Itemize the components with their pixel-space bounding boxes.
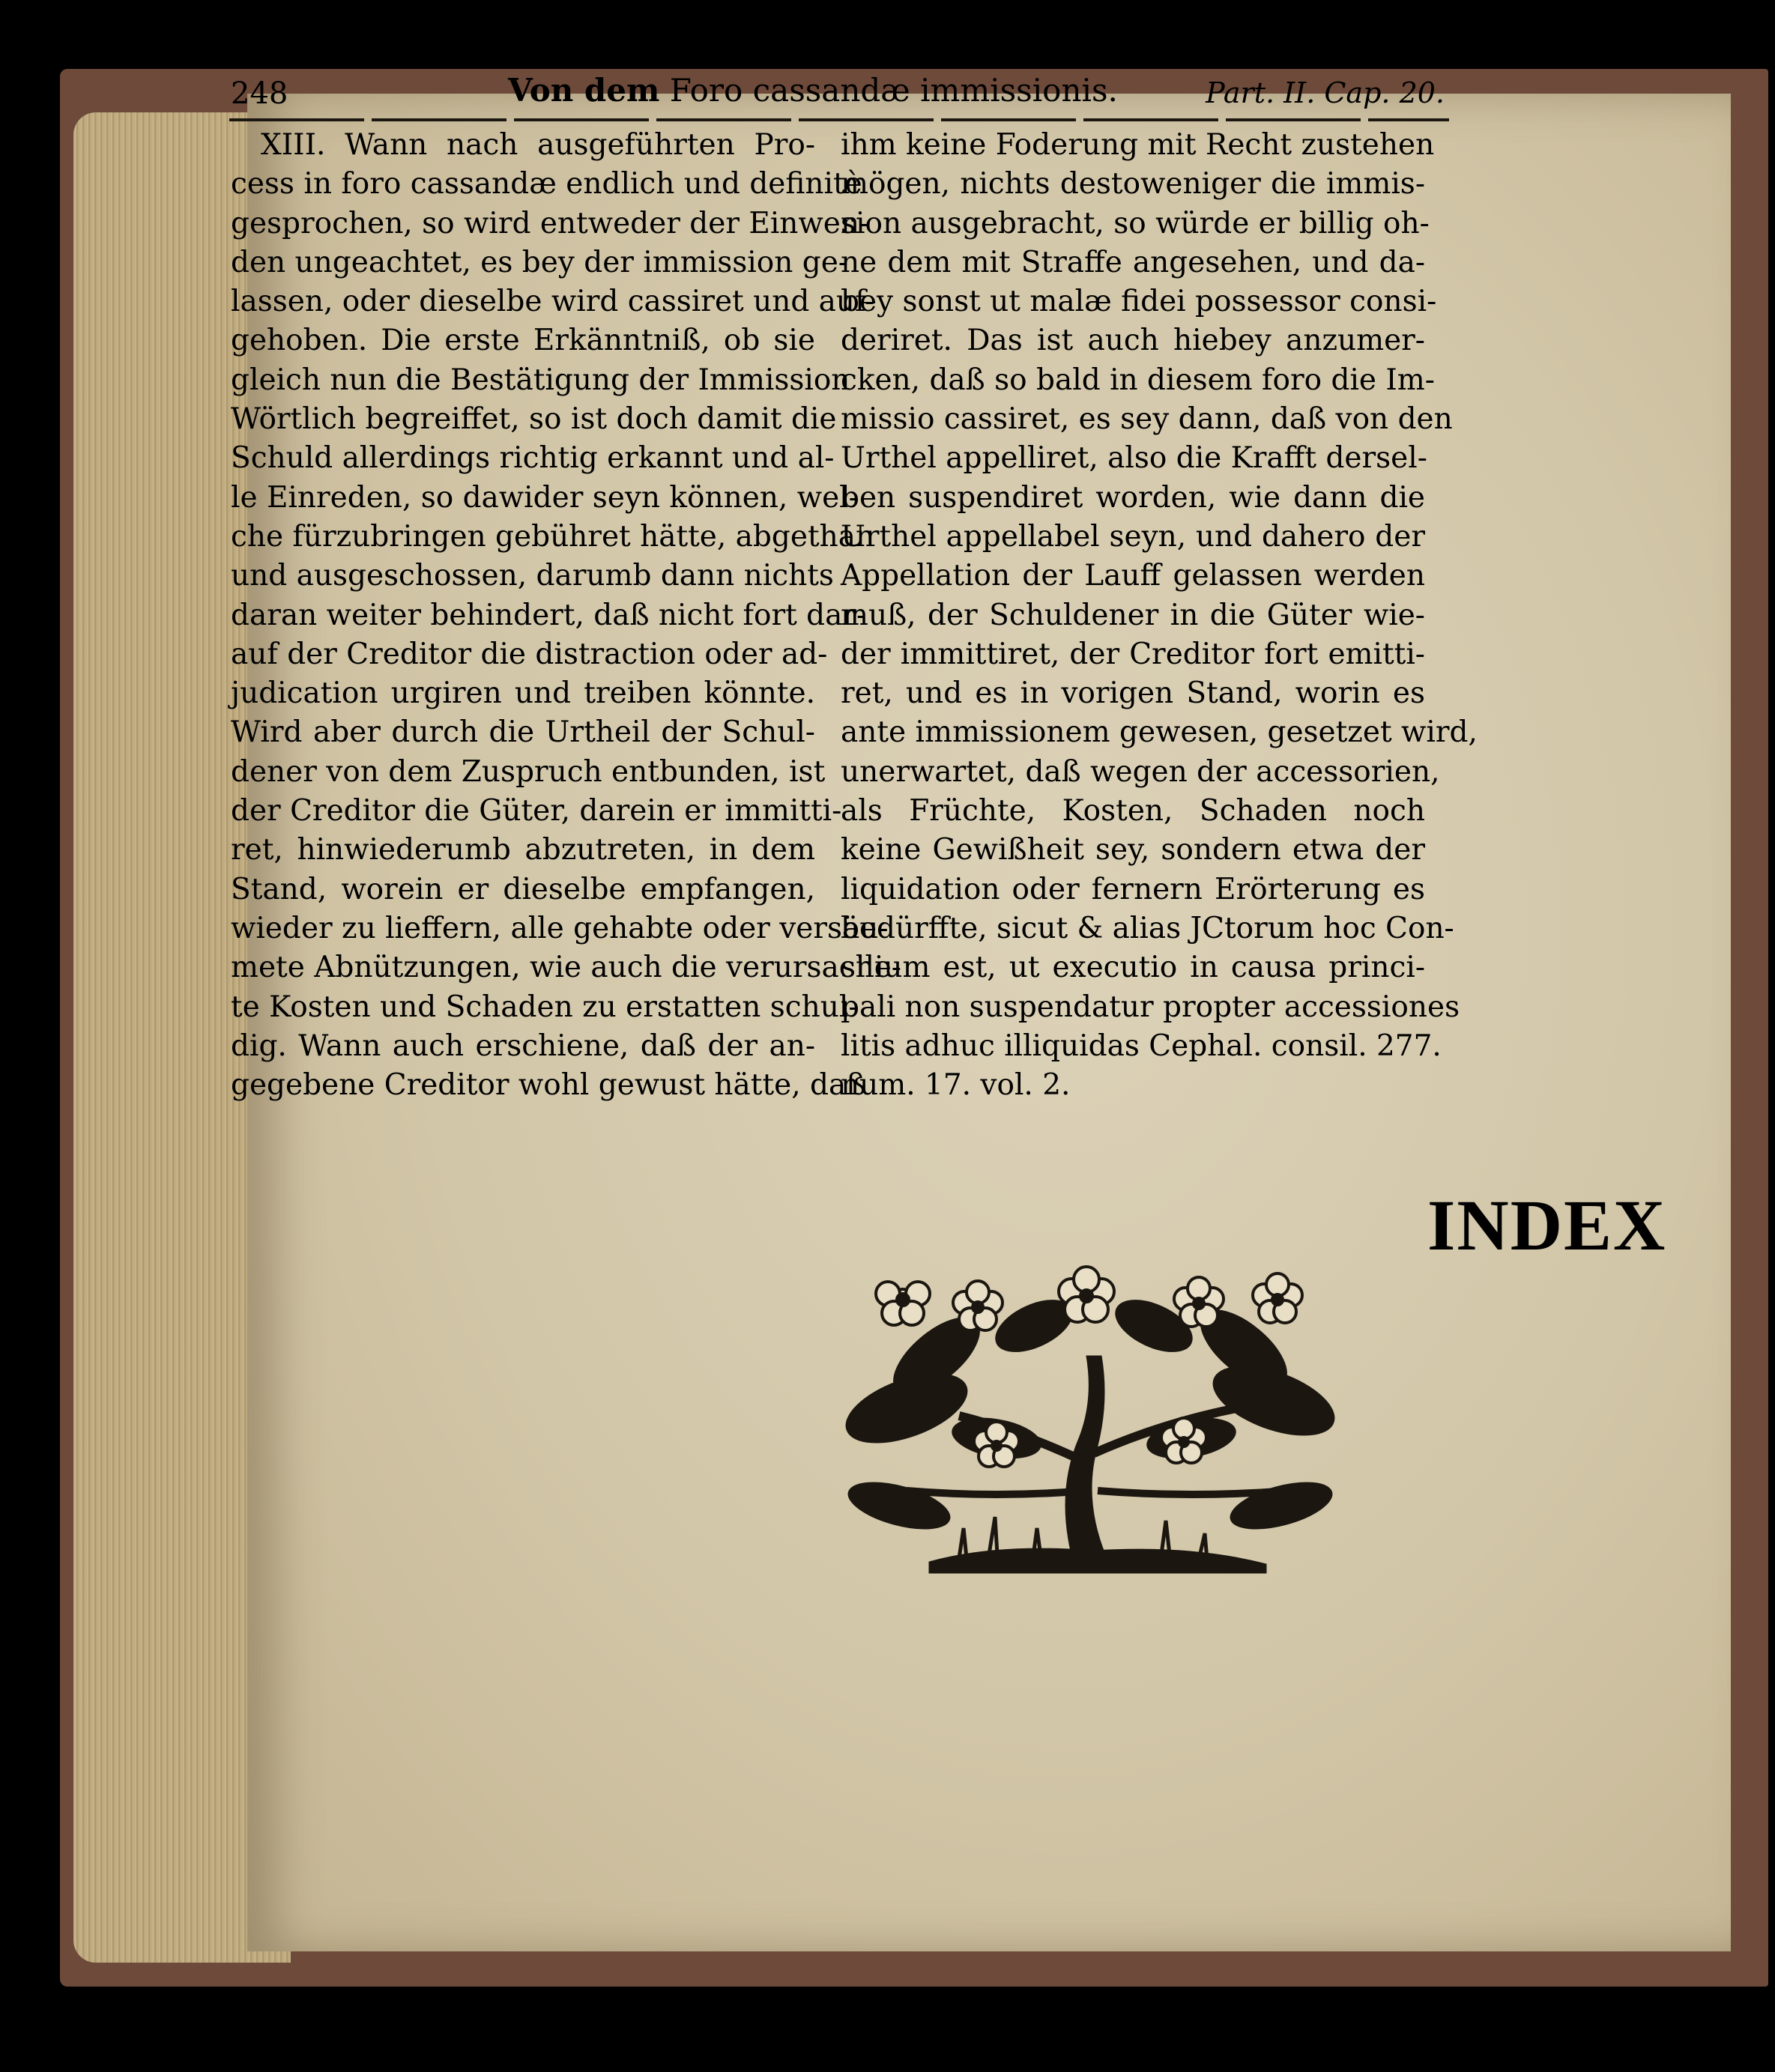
text-line: Appellation der Lauff gelassen werden	[841, 559, 1425, 593]
text-line: lassen, oder dieselbe wird cassiret und auf-	[231, 285, 875, 319]
right-column	[841, 126, 1478, 1105]
text-line: ret, hinwiederumb abzutreten, in dem	[231, 833, 815, 867]
text-line: ben suspendiret worden, wie dann die	[841, 480, 1425, 515]
running-title-rest: Foro cassandæ immissionis.	[669, 72, 1118, 109]
text-line: liquidation oder fernern Erörterung es	[841, 872, 1425, 906]
running-title	[508, 72, 1118, 109]
text-line: und ausgeschossen, darumb dann nichts	[231, 559, 834, 593]
text-line: ante immissionem gewesen, gesetzet wird,	[841, 715, 1478, 750]
text-line: der immittiret, der Creditor fort emitti-	[841, 637, 1425, 671]
text-line: judication urgiren und treiben könnte.	[231, 676, 815, 711]
text-line: cess in foro cassandæ endlich und definitè	[231, 167, 862, 202]
text-line: daran weiter behindert, daß nicht fort dar-	[231, 598, 867, 632]
text-line: als Früchte, Kosten, Schaden noch	[841, 794, 1425, 829]
text-line: Urthel appelliret, also die Krafft dersel-	[841, 441, 1427, 476]
text-line: gegebene Creditor wohl gewust hätte, daß	[231, 1068, 866, 1103]
text-line: che fürzubringen gebühret hätte, abgethan	[231, 519, 875, 554]
text-line: le Einreden, so dawider seyn können, wel-	[231, 480, 859, 515]
text-line: bedürffte, sicut & alias JCtorum hoc Con-	[841, 911, 1454, 945]
text-line: Schuld allerdings richtig erkannt und al-	[231, 441, 835, 476]
floral-ornament	[847, 1266, 1334, 1588]
text-line: te Kosten und Schaden zu erstatten schul-	[231, 990, 859, 1024]
text-line: Urthel appellabel seyn, und dahero der	[841, 519, 1425, 554]
text-line: ret, und es in vorigen Stand, worin es	[841, 676, 1425, 711]
text-line: den ungeachtet, es bey der immission ge-	[231, 245, 848, 279]
text-line: missio cassiret, es sey dann, daß von den	[841, 402, 1453, 437]
text-line: der Creditor die Güter, darein er immitti-	[231, 794, 842, 829]
text-line: ihm keine Foderung mit Recht zustehen	[841, 128, 1435, 162]
text-line: Stand, worein er dieselbe empfangen,	[231, 872, 815, 906]
text-line: gehoben. Die erste Erkänntniß, ob sie	[231, 324, 815, 358]
running-title-bold: Von dem	[508, 72, 660, 109]
text-line: muß, der Schuldener in die Güter wie-	[841, 598, 1425, 632]
text-line: num. 17. vol. 2.	[841, 1068, 1071, 1103]
text-line: mögen, nichts destoweniger die immis-	[841, 167, 1425, 202]
header-rule	[229, 118, 1449, 121]
left-column	[231, 126, 901, 1105]
text-line: bey sonst ut malæ fidei possessor consi-	[841, 285, 1437, 319]
text-line: ne dem mit Straffe angesehen, und da-	[841, 245, 1425, 279]
text-line: XIII. Wann nach ausgeführten Pro-	[261, 128, 815, 162]
text-line: keine Gewißheit sey, sondern etwa der	[841, 833, 1425, 867]
text-line: Wörtlich begreiffet, so ist doch damit die	[231, 402, 837, 437]
text-line: wieder zu lieffern, alle gehabte oder versäu-	[231, 911, 889, 945]
part-chapter: Part. II. Cap. 20.	[1206, 76, 1445, 109]
text-line: sion ausgebracht, so würde er billig oh-	[841, 206, 1430, 240]
text-line: deriret. Das ist auch hiebey anzumer-	[841, 324, 1425, 358]
text-line: auf der Creditor die distraction oder ad-	[231, 637, 828, 671]
text-line: pali non suspendatur propter accessiones	[841, 990, 1460, 1024]
page-number: 248	[231, 76, 288, 111]
running-head	[231, 72, 1445, 117]
text-line: gesprochen, so wird entweder der Einwen-	[231, 206, 870, 240]
text-line: cken, daß so bald in diesem foro die Im-	[841, 363, 1435, 397]
text-line: litis adhuc illiquidas Cephal. consil. 277.	[841, 1029, 1442, 1063]
text-line: dig. Wann auch erschiene, daß der an-	[231, 1029, 815, 1063]
text-line: mete Abnützungen, wie auch die verursache-	[231, 951, 901, 985]
text-line: dener von dem Zuspruch entbunden, ist	[231, 754, 826, 789]
catchword-index: INDEX	[1427, 1185, 1667, 1265]
text-line: Wird aber durch die Urtheil der Schul-	[231, 715, 815, 750]
text-line: silium est, ut executio in causa princi-	[841, 951, 1425, 985]
text-line: unerwartet, daß wegen der accessorien,	[841, 754, 1440, 789]
text-line: gleich nun die Bestätigung der Immission	[231, 363, 850, 397]
